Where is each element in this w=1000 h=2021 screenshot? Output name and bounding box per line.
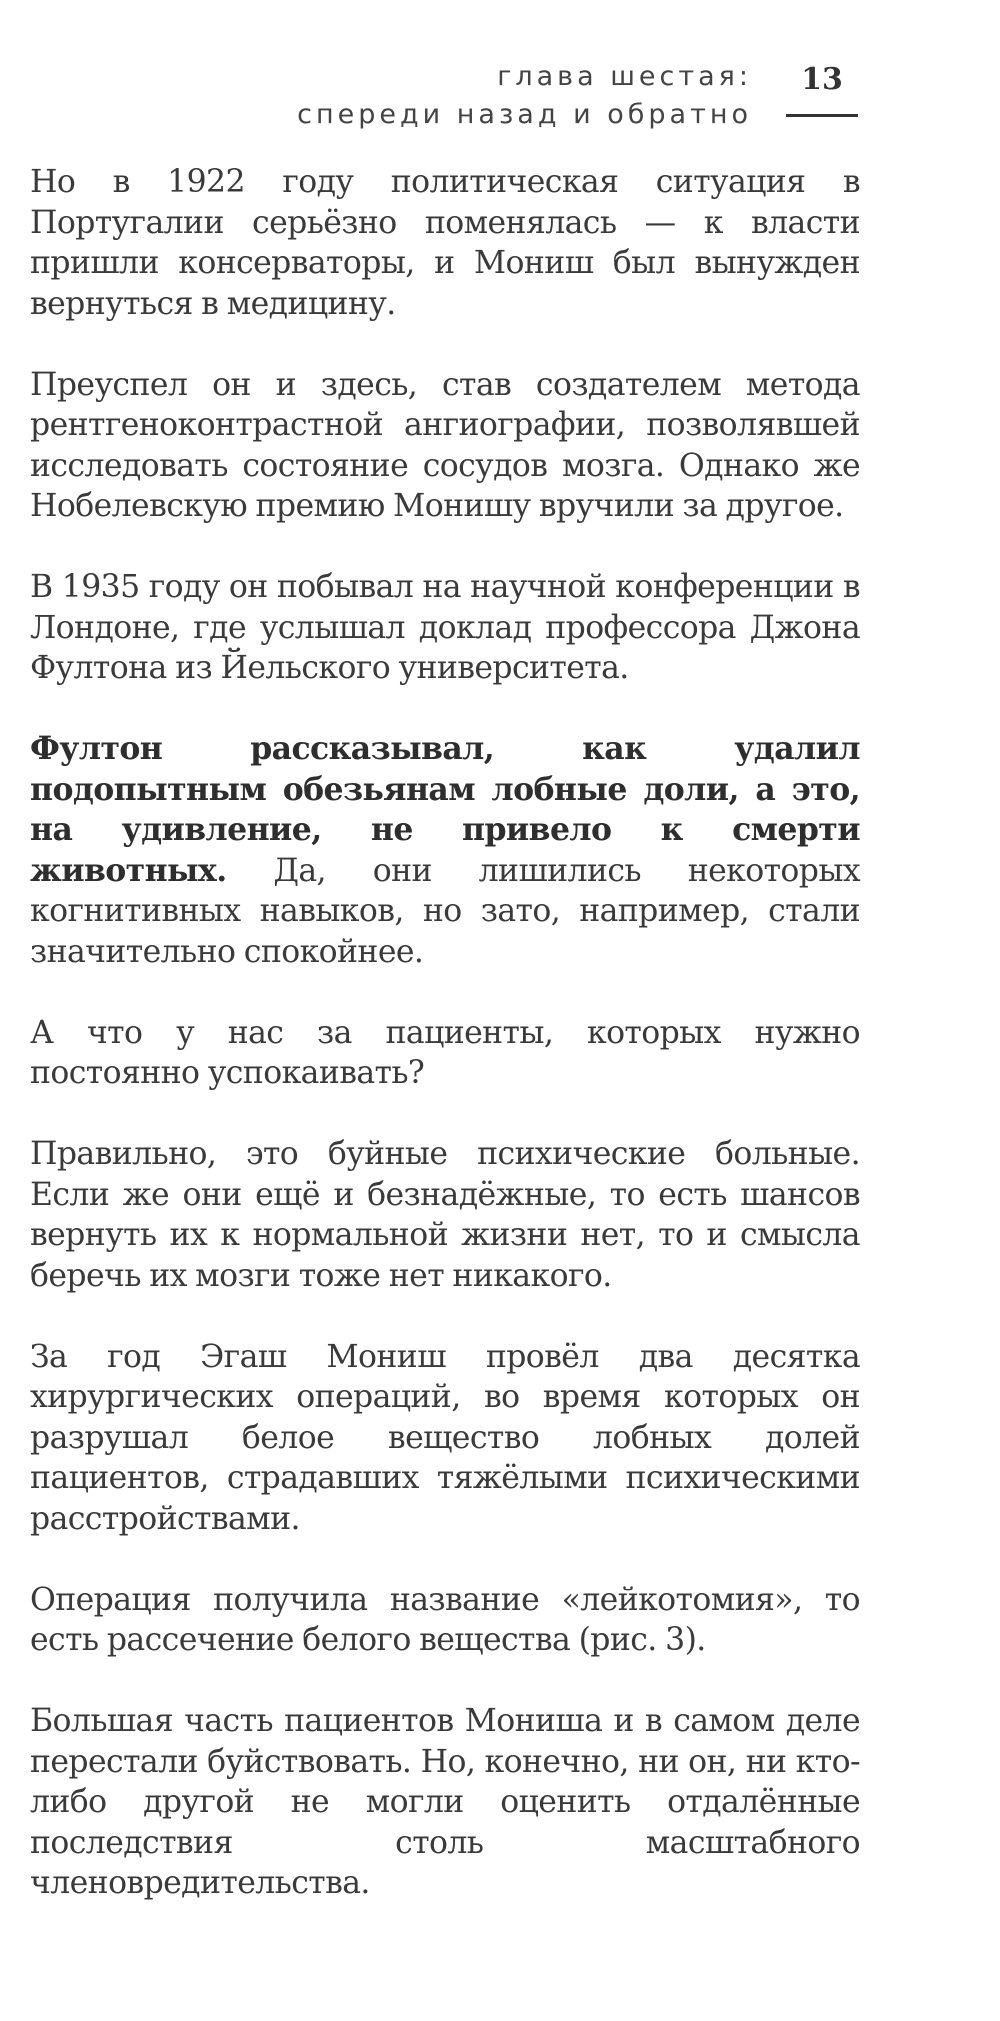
page-number: 13 xyxy=(801,62,843,97)
paragraph: В 1935 году он побывал на научной конференции в Лондоне, где услышал доклад профессора Джона Фултона из Йельского университета. xyxy=(30,569,860,686)
paragraph: Большая часть пациентов Мониша и в самом деле перестали буйствовать. Но, конечно, ни он, ни кто-либо другой не могли оценить отдалённые последствия столь масштабного членовредительства. xyxy=(30,1703,860,1901)
paragraph: Фултон рассказывал, как удалил подопытным обезьянам лобные доли, а это, на удивление, не привело к смерти животных. Да, они лишились некоторых когнитивных навыков, но зато, например, стали значительно спокойнее. xyxy=(30,730,860,970)
paragraph: Операция получила название «лейкотомия», то есть рассечение белого вещества (рис. 3). xyxy=(30,1581,860,1658)
body-text xyxy=(30,162,860,1944)
page-number-rule xyxy=(786,114,858,117)
paragraph: Преуспел он и здесь, став создателем метода рентгеноконтрастной ангиографии, позволявшей исследовать состояние сосудов мозга. Однако же Нобелевскую премию Монишу вручили за другое. xyxy=(30,366,860,524)
paragraph: А что у нас за пациенты, которых нужно постоянно успокаивать? xyxy=(30,1014,860,1091)
paragraph: Но в 1922 году политическая ситуация в Португалии серьёзно поменялась — к власти пришли консерваторы, и Мониш был вынужден вернуться в медицину. xyxy=(30,164,860,322)
page-header xyxy=(0,58,1000,148)
running-head xyxy=(297,58,752,134)
chapter-title: глава шестая: xyxy=(497,61,752,92)
paragraph: Правильно, это буйные психические больные. Если же они ещё и безнадёжные, то есть шансов вернуть их к нормальной жизни нет, то и смысла беречь их мозги тоже нет никакого. xyxy=(30,1136,860,1294)
paragraph: За год Эгаш Мониш провёл два десятка хирургических операций, во время которых он разрушал белое вещество лобных долей пациентов, страдавших тяжёлыми психическими расстройствами. xyxy=(30,1338,860,1537)
chapter-subtitle: спереди назад и обратно xyxy=(297,99,752,130)
bold-text: Фултон рассказывал, как удалил подопытным обезьянам лобные доли, а это, на удивление, не привело к смерти животных. xyxy=(30,730,860,889)
